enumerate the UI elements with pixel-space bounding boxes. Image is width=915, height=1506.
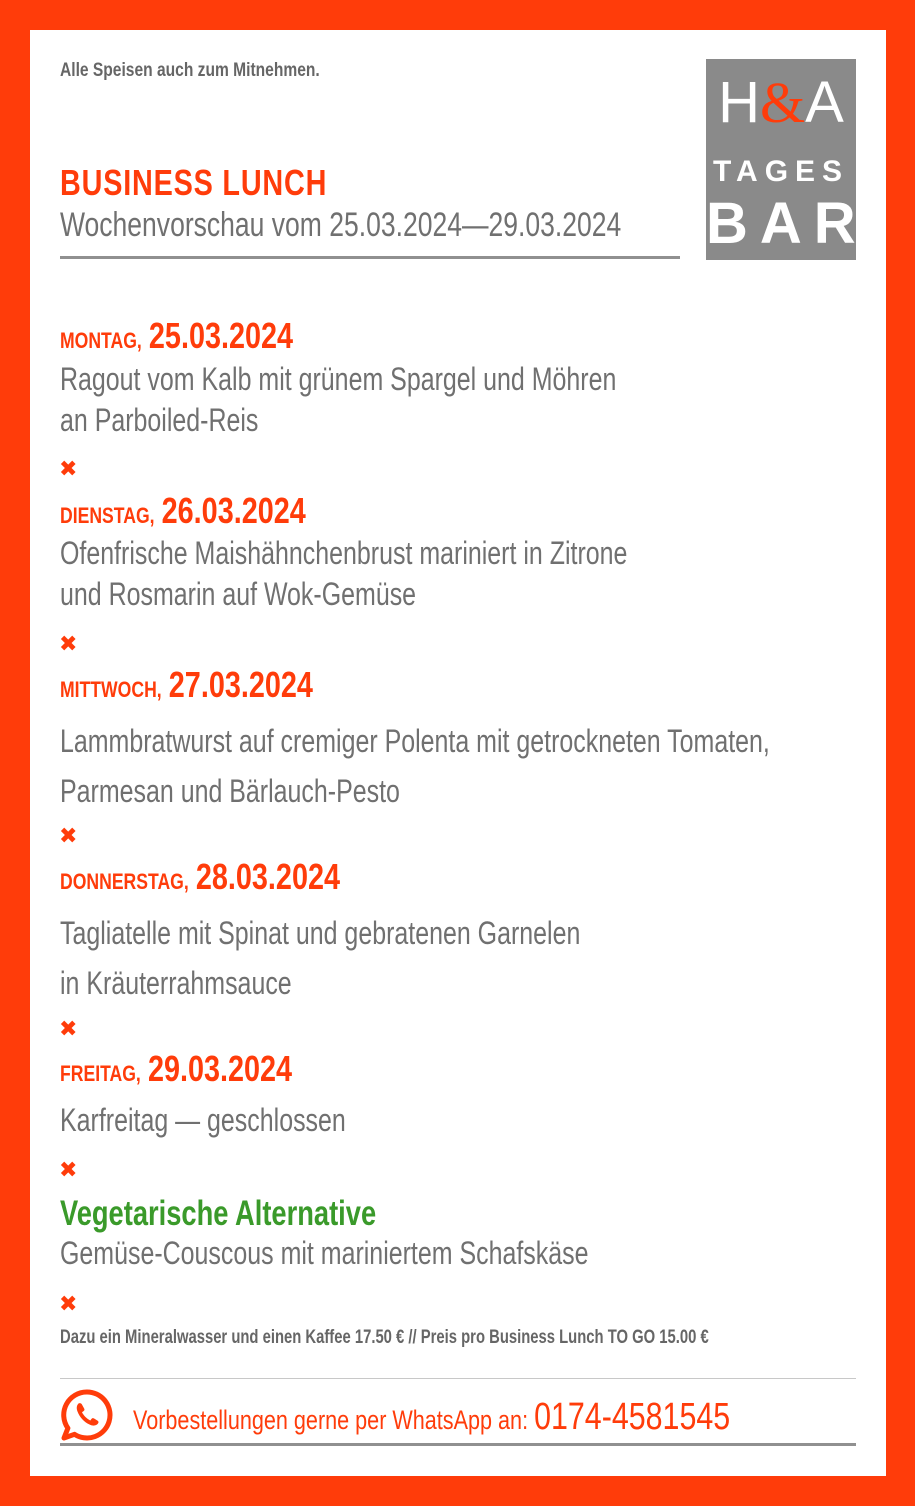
- day-heading-wednesday: MITTWOCH, 27.03.2024: [60, 664, 313, 705]
- takeaway-notice: Alle Speisen auch zum Mitnehmen.: [60, 60, 320, 81]
- dish-wednesday: Lammbratwurst auf cremiger Polenta mit getrockneten Tomaten, Parmesan und Bärlauch-Pesto: [60, 723, 770, 809]
- footer-divider: [60, 1378, 856, 1379]
- separator-icon: ✖: [59, 456, 78, 481]
- menu-card: [30, 30, 886, 1476]
- ha-tagesbar-logo: H&A TAGES BAR: [706, 59, 856, 260]
- separator-icon: ✖: [59, 823, 78, 848]
- dish-monday: Ragout vom Kalb mit grünem Spargel und Möhren an Parboiled-Reis: [60, 361, 617, 438]
- dish-vegetarian: Gemüse-Couscous mit mariniertem Schafskäse: [60, 1235, 589, 1271]
- phone-number[interactable]: 0174-4581545: [534, 1396, 731, 1438]
- dish-tuesday: Ofenfrische Maishähnchenbrust mariniert in Zitrone und Rosmarin auf Wok-Gemüse: [60, 535, 628, 612]
- separator-icon: ✖: [59, 1291, 78, 1316]
- vegetarian-heading: Vegetarische Alternative: [60, 1194, 377, 1233]
- page-title: BUSINESS LUNCH: [60, 162, 328, 203]
- price-footnote: Dazu ein Mineralwasser und einen Kaffee 17.50 € // Preis pro Business Lunch TO GO 15.00 €: [60, 1327, 709, 1348]
- bottom-divider: [60, 1443, 856, 1446]
- dish-thursday: Tagliatelle mit Spinat und gebratenen Garnelen in Kräuterrahmsauce: [60, 915, 581, 1001]
- header-divider: [60, 256, 680, 259]
- day-heading-tuesday: DIENSTAG, 26.03.2024: [60, 490, 306, 531]
- day-heading-thursday: DONNERSTAG, 28.03.2024: [60, 856, 341, 897]
- separator-icon: ✖: [59, 631, 78, 656]
- whatsapp-icon[interactable]: [60, 1388, 114, 1442]
- separator-icon: ✖: [59, 1157, 78, 1182]
- day-heading-friday: FREITAG, 29.03.2024: [60, 1048, 293, 1089]
- day-heading-monday: MONTAG, 25.03.2024: [60, 315, 294, 356]
- separator-icon: ✖: [59, 1016, 78, 1041]
- whatsapp-preorder: Vorbestellungen gerne per WhatsApp an: 0174-4581545: [133, 1396, 731, 1438]
- dish-friday: Karfreitag — geschlossen: [60, 1102, 346, 1138]
- week-preview: Wochenvorschau vom 25.03.2024—29.03.2024: [60, 206, 622, 244]
